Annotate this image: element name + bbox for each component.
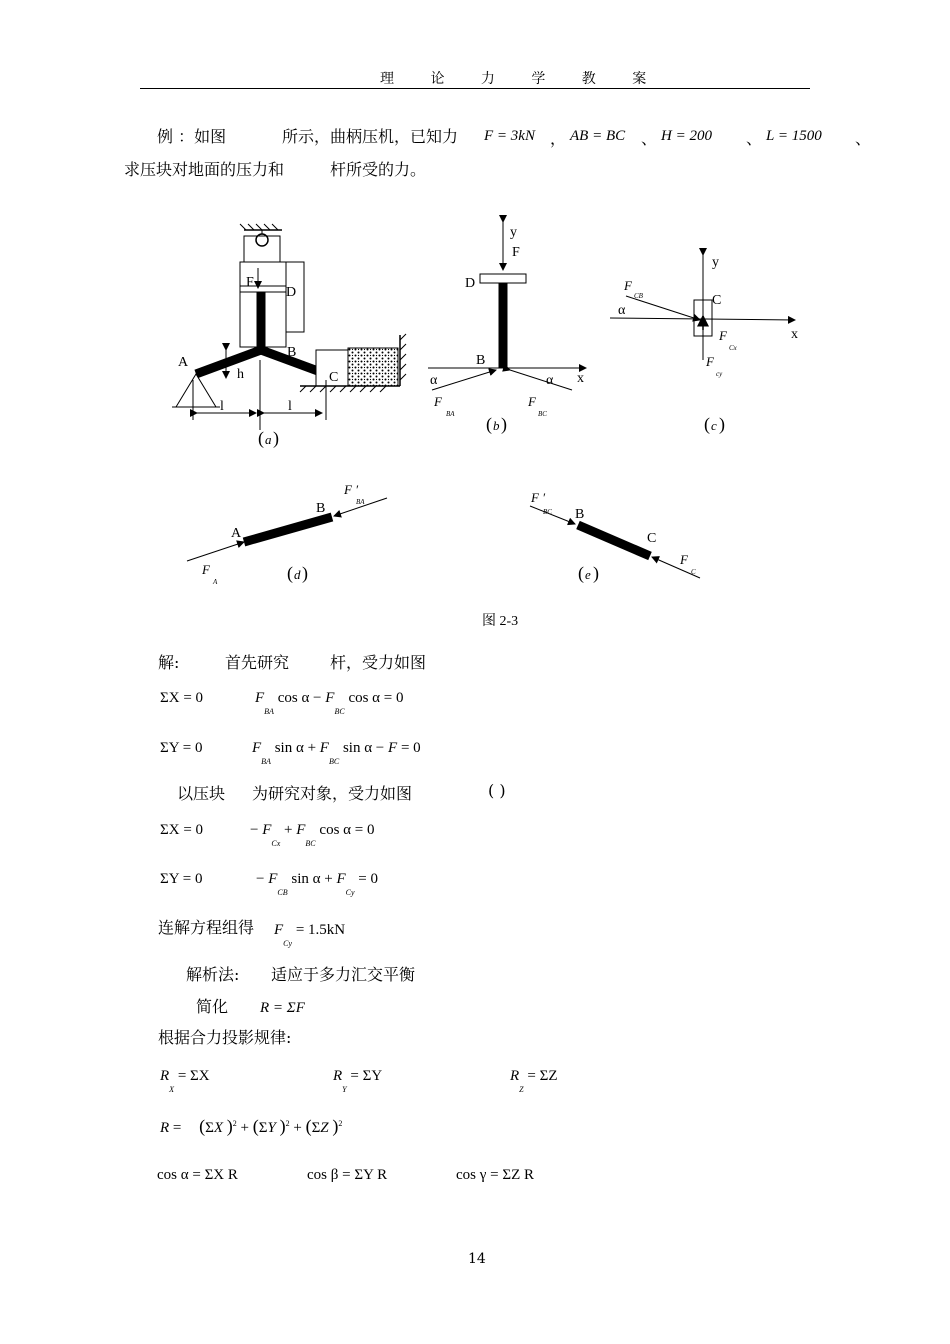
figure-2-3 [0,200,950,600]
ry-eq: $R_Y = \Sigma Y$ [333,1068,383,1094]
svg-text:l: l [220,399,224,414]
svg-text:h: h [237,367,244,382]
simplify-eq: R = ΣF [260,1000,305,1016]
svg-text:d: d [294,567,301,582]
svg-text:BA: BA [356,498,365,506]
figure-caption: 图 2-3 [482,614,519,629]
svg-text:c: c [711,418,717,433]
svg-text:B: B [287,345,297,360]
svg-text:BA: BA [446,410,455,418]
given-sep-2: 、 [641,129,658,148]
svg-text:C: C [691,568,696,576]
page-header-title: 理 论 力 学 教 案 [380,71,663,87]
problem-line2-b: 杆所受的力。 [330,160,427,179]
eq1-right: $F_{BA}$ $\cos \alpha - F_{BC}$ cos α = 0 [255,690,404,716]
svg-text:(: ( [578,563,584,583]
solve-text-2: 杆，受力如图 [330,653,427,672]
svg-text:α: α [430,373,438,388]
svg-text:l: l [288,399,292,414]
svg-text:α: α [546,373,554,388]
cos-gamma-eq: cos γ = ΣZ R [456,1167,534,1183]
svg-text:CB: CB [634,292,643,300]
eq3-right: − $F_{Cx} + F_{BC}$ cos α = 0 [250,822,375,848]
given-sep-4: 、 [855,129,872,148]
result-text: 连解方程组得 [158,918,255,937]
cos-alpha-eq: cos α = ΣX R [157,1167,238,1183]
svg-text:B: B [476,353,486,368]
svg-text:BC: BC [538,410,547,418]
eq2-left: ΣY = 0 [160,740,203,756]
svg-text:Cx: Cx [729,344,737,352]
svg-text:): ) [273,428,279,448]
analytic-label: 解析法: [186,965,240,984]
svg-text:A: A [231,526,242,541]
svg-text:x: x [791,327,798,342]
svg-text:): ) [719,414,725,434]
panel-c-block [610,255,798,435]
svg-text:C: C [329,370,339,385]
panel-a-press [172,224,406,449]
svg-text:F: F [434,394,442,409]
panel-d-rod-ab [187,482,387,586]
svg-text:b: b [493,418,500,433]
svg-text:y: y [510,225,517,240]
svg-text:F: F [528,394,536,409]
svg-text:B: B [575,507,585,522]
svg-text:y: y [712,255,719,270]
problem-line1-mid: 所示，曲柄压机，已知力 [282,127,459,146]
block-text: 以压块 [177,784,226,803]
svg-text:(: ( [486,414,492,434]
svg-text:D: D [286,285,297,300]
cos-beta-eq: cos β = ΣY R [307,1167,388,1183]
solve-label: 解: [158,653,180,672]
svg-text:(: ( [258,428,264,448]
svg-text:A: A [178,355,189,370]
svg-text:D: D [465,276,476,291]
analytic-text: 适应于多力汇交平衡 [271,965,416,984]
svg-text:F: F [512,245,520,260]
svg-text:): ) [593,563,599,583]
svg-text:F ′: F ′ [344,482,359,497]
svg-text:F: F [706,354,714,369]
eq2-right: $F_{BA}$ $\sin \alpha + F_{BC}$ sin α − F = 0 [252,740,421,766]
problem-line2-a: 求压块对地面的压力和 [124,160,285,179]
given-l: L = 1500 [766,128,822,144]
block-figure-ref: ( ) [488,781,506,800]
problem-line1-prefix: 例 ：如图 [157,127,227,146]
svg-text:e: e [585,567,591,582]
svg-text:B: B [316,501,326,516]
projection-text: 根据合力投影规律: [158,1028,292,1047]
svg-text:): ) [501,414,507,434]
page-number: 14 [468,1251,486,1267]
svg-text:F ′: F ′ [531,490,546,505]
header-rule [140,88,810,89]
simplify-label: 简化 [196,997,229,1016]
panel-b-free-body [428,222,586,435]
svg-text:cy: cy [716,370,723,378]
eq4-left: ΣY = 0 [160,871,203,887]
given-force: F = 3kN [484,128,535,144]
svg-text:): ) [302,563,308,583]
svg-text:a: a [265,432,272,447]
svg-text:BC: BC [543,508,552,516]
given-sep-3: 、 [746,129,763,148]
given-h: H = 200 [661,128,712,144]
solve-text: 首先研究 [225,653,290,672]
panel-e-rod-bc [530,490,700,584]
block-text-2: 为研究对象，受力如图 [252,784,413,803]
svg-text:(: ( [287,563,293,583]
svg-text:C: C [647,531,657,546]
svg-text:F: F [246,275,254,290]
eq4-right: − $F_{CB}$ $\sin \alpha + F_{Cy} = 0$ [256,871,378,897]
svg-text:C: C [712,293,722,308]
result-value: $F_{Cy} = 1.5kN$ [274,922,346,948]
eq1-left: ΣX = 0 [160,690,204,706]
rx-eq: $R_X = \Sigma X$ [160,1068,210,1094]
given-ab-bc: AB = BC [570,128,626,144]
svg-text:F: F [202,562,210,577]
rz-eq: $R_Z = \Sigma Z$ [510,1068,558,1094]
svg-text:α: α [618,303,626,318]
svg-text:(: ( [704,414,710,434]
r-magnitude-eq: R = (ΣX )$^2$ + (ΣY )$^2$ + (ΣZ )$^2$ [160,1116,343,1136]
svg-text:F: F [624,278,632,293]
eq3-left: ΣX = 0 [160,822,204,838]
svg-text:F: F [680,552,688,567]
svg-text:A: A [213,578,218,586]
svg-text:F: F [719,328,727,343]
svg-text:x: x [577,371,584,386]
given-sep-1: ， [550,129,567,148]
